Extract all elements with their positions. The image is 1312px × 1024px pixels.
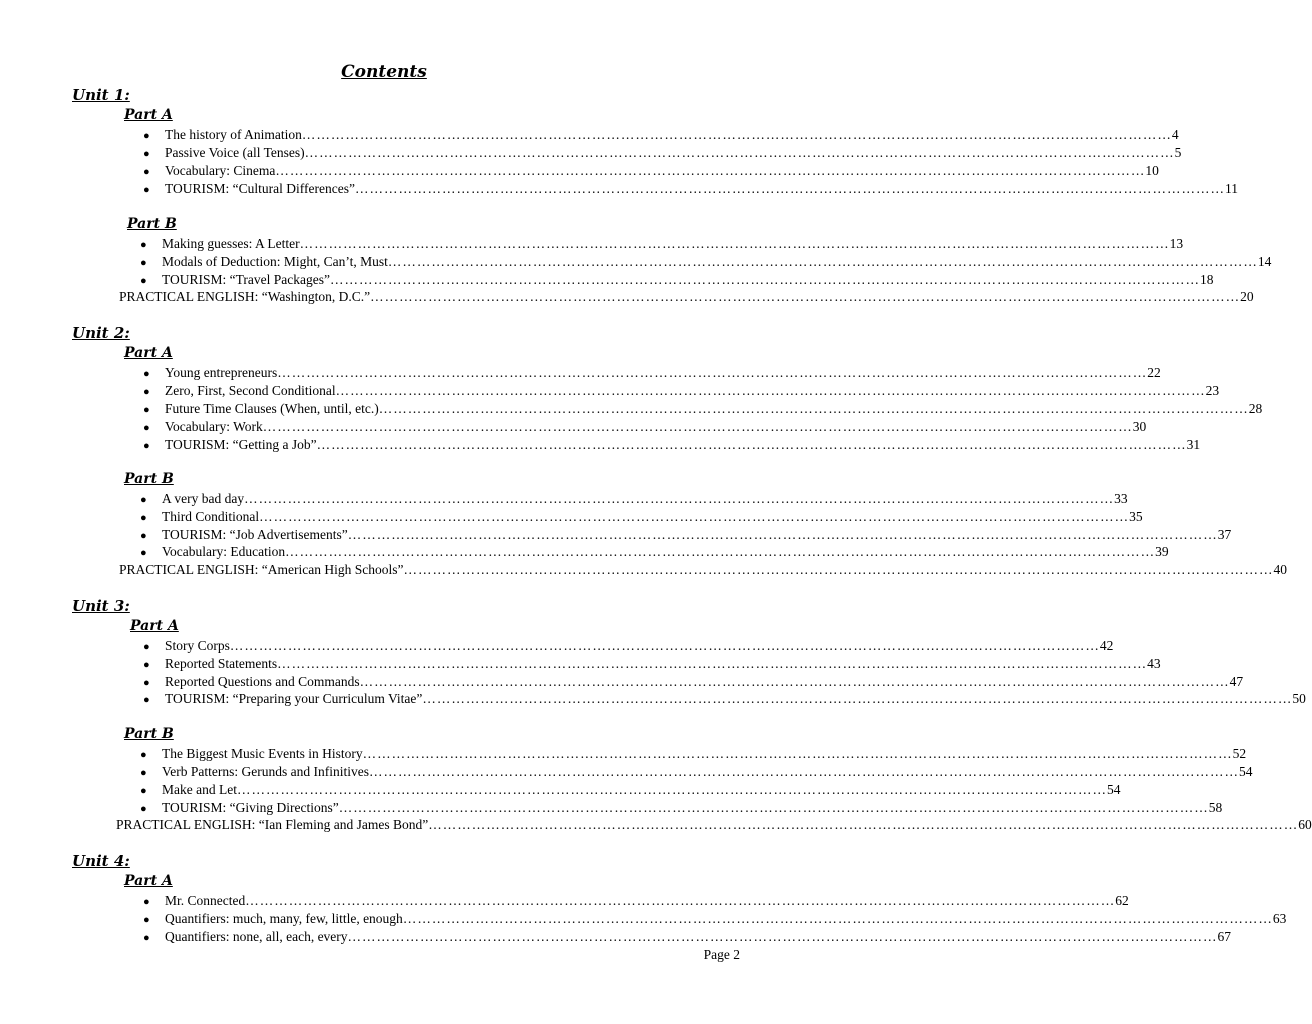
- bullet: ●: [140, 530, 147, 542]
- dot-leader: ………………………………………………………………………………………………………………………………………………………………: [338, 800, 1209, 815]
- entry-title: TOURISM: “Job Advertisements”: [162, 527, 348, 542]
- toc-entry[interactable]: [140, 763, 1253, 781]
- dot-leader: ………………………………………………………………………………………………………………………………………………………………: [422, 691, 1293, 706]
- unit-4-heading: Unit 4:: [72, 852, 130, 870]
- dot-leader: ………………………………………………………………………………………………………………………………………………………………: [245, 893, 1116, 908]
- entry-title: Third Conditional: [162, 509, 260, 524]
- entry-page: 52: [1232, 746, 1247, 761]
- entry-page: 33: [1114, 491, 1128, 506]
- toc-entry[interactable]: [143, 655, 1161, 673]
- entry-page: 50: [1292, 691, 1306, 706]
- bullet: ●: [143, 148, 150, 160]
- bullet: ●: [140, 494, 147, 506]
- bullet: ●: [143, 659, 150, 671]
- entry-page: 13: [1169, 236, 1184, 251]
- bullet: ●: [140, 512, 147, 524]
- unit-2-part-a-heading: Part A: [124, 345, 173, 361]
- bullet: ●: [143, 422, 150, 434]
- entry-title: Zero, First, Second Conditional: [165, 383, 336, 398]
- entry-title: Vocabulary: Cinema: [165, 163, 276, 178]
- entry-title: TOURISM: “Cultural Differences”: [165, 181, 355, 196]
- toc-entry[interactable]: [143, 364, 1161, 382]
- entry-page: 10: [1145, 163, 1159, 178]
- unit-3-part-b-heading: Part B: [124, 726, 174, 742]
- entry-title: Making guesses: A Letter: [162, 236, 300, 251]
- bullet: ●: [143, 130, 150, 142]
- entry-page: 67: [1217, 929, 1232, 944]
- toc-entry[interactable]: [140, 508, 1143, 526]
- dot-leader: ………………………………………………………………………………………………………………………………………………………………: [370, 289, 1241, 304]
- bullet: ●: [143, 914, 150, 926]
- bullet: ●: [140, 275, 147, 287]
- entry-page: 14: [1257, 254, 1272, 269]
- page-number: Page 2: [703, 947, 740, 962]
- bullet: ●: [143, 694, 150, 706]
- toc-entry[interactable]: [143, 400, 1263, 418]
- bullet: ●: [143, 404, 150, 416]
- unit-3-part-a-heading: Part A: [130, 618, 179, 634]
- toc-entry[interactable]: [140, 490, 1128, 508]
- dot-leader: ………………………………………………………………………………………………………………………………………………………………: [316, 437, 1187, 452]
- bullet: ●: [143, 368, 150, 380]
- entry-page: 40: [1273, 562, 1287, 577]
- unit-1-part-b-heading: Part B: [127, 216, 177, 232]
- entry-page: 11: [1224, 181, 1238, 196]
- bullet: ●: [140, 749, 147, 761]
- dot-leader: ………………………………………………………………………………………………………………………………………………………………: [378, 401, 1249, 416]
- dot-leader: ………………………………………………………………………………………………………………………………………………………………: [304, 145, 1175, 160]
- bullet: ●: [143, 932, 150, 944]
- toc-entry[interactable]: [143, 892, 1129, 910]
- entry-page: 28: [1248, 401, 1263, 416]
- entry-title: The Biggest Music Events in History: [162, 746, 363, 761]
- entry-page: 47: [1229, 674, 1244, 689]
- entry-page: 54: [1238, 764, 1253, 779]
- dot-leader: ………………………………………………………………………………………………………………………………………………………………: [403, 562, 1274, 577]
- toc-entry[interactable]: [140, 271, 1214, 289]
- unit-1-part-a-heading: Part A: [124, 107, 173, 123]
- entry-page: 20: [1240, 289, 1254, 304]
- unit-4-part-a-heading: Part A: [124, 873, 173, 889]
- toc-entry[interactable]: [143, 910, 1287, 928]
- dot-leader: ………………………………………………………………………………………………………………………………………………………………: [402, 911, 1273, 926]
- toc-entry[interactable]: [143, 690, 1306, 708]
- dot-leader: ………………………………………………………………………………………………………………………………………………………………: [299, 236, 1170, 251]
- entry-page: 4: [1171, 127, 1179, 142]
- entry-title: Mr. Connected: [165, 893, 246, 908]
- dot-leader: ………………………………………………………………………………………………………………………………………………………………: [362, 746, 1233, 761]
- entry-title: Passive Voice (all Tenses): [165, 145, 305, 160]
- toc-entry[interactable]: [140, 745, 1247, 763]
- entry-page: 62: [1115, 893, 1129, 908]
- entry-page: 54: [1106, 782, 1121, 797]
- entry-title: PRACTICAL ENGLISH: “Ian Fleming and James Bond”: [116, 817, 429, 832]
- dot-leader: ………………………………………………………………………………………………………………………………………………………………: [347, 527, 1218, 542]
- toc-entry[interactable]: [143, 436, 1201, 454]
- dot-leader: ………………………………………………………………………………………………………………………………………………………………: [236, 782, 1107, 797]
- dot-leader: ………………………………………………………………………………………………………………………………………………………………: [277, 656, 1148, 671]
- bullet: ●: [143, 677, 150, 689]
- entry-title: Modals of Deduction: Might, Can’t, Must: [162, 254, 388, 269]
- bullet: ●: [140, 767, 147, 779]
- entry-page: 18: [1199, 272, 1214, 287]
- bullet: ●: [140, 547, 147, 559]
- dot-leader: ………………………………………………………………………………………………………………………………………………………………: [275, 163, 1146, 178]
- bullet: ●: [143, 641, 150, 653]
- entry-page: 58: [1208, 800, 1223, 815]
- entry-page: 23: [1205, 383, 1220, 398]
- toc-entry[interactable]: [143, 673, 1244, 691]
- toc-entry[interactable]: [143, 418, 1147, 436]
- entry-page: 42: [1099, 638, 1114, 653]
- dot-leader: ………………………………………………………………………………………………………………………………………………………………: [335, 383, 1206, 398]
- dot-leader: ………………………………………………………………………………………………………………………………………………………………: [277, 365, 1148, 380]
- bullet: ●: [143, 166, 150, 178]
- toc-entry[interactable]: [140, 235, 1184, 253]
- entry-page: 5: [1174, 145, 1182, 160]
- entry-title: Verb Patterns: Gerunds and Infinitives: [162, 764, 369, 779]
- unit-1-heading: Unit 1:: [72, 86, 130, 104]
- bullet: ●: [140, 785, 147, 797]
- toc-entry[interactable]: [140, 526, 1232, 544]
- entry-title: Future Time Clauses (When, until, etc.): [165, 401, 379, 416]
- dot-leader: ………………………………………………………………………………………………………………………………………………………………: [229, 638, 1100, 653]
- dot-leader: ………………………………………………………………………………………………………………………………………………………………: [285, 544, 1156, 559]
- entry-title: PRACTICAL ENGLISH: “American High Schools”: [119, 562, 404, 577]
- entry-title: TOURISM: “Preparing your Curriculum Vitae”: [165, 691, 423, 706]
- unit-2-part-b-heading: Part B: [124, 471, 174, 487]
- entry-title: A very bad day: [162, 491, 245, 506]
- dot-leader: ………………………………………………………………………………………………………………………………………………………………: [259, 509, 1130, 524]
- entry-page: 30: [1132, 419, 1147, 434]
- entry-title: Reported Statements: [165, 656, 278, 671]
- dot-leader: ………………………………………………………………………………………………………………………………………………………………: [347, 929, 1218, 944]
- entry-page: 60: [1298, 817, 1312, 832]
- entry-page: 63: [1272, 911, 1287, 926]
- dot-leader: ………………………………………………………………………………………………………………………………………………………………: [354, 181, 1225, 196]
- bullet: ●: [140, 239, 147, 251]
- entry-title: Vocabulary: Education: [162, 544, 286, 559]
- entry-title: Make and Let: [162, 782, 237, 797]
- toc-entry[interactable]: [143, 382, 1220, 400]
- unit-3-heading: Unit 3:: [72, 597, 130, 615]
- toc-entry[interactable]: [140, 253, 1272, 271]
- dot-leader: ………………………………………………………………………………………………………………………………………………………………: [359, 674, 1230, 689]
- bullet: ●: [140, 803, 147, 815]
- dot-leader: ………………………………………………………………………………………………………………………………………………………………: [368, 764, 1239, 779]
- entry-title: TOURISM: “Giving Directions”: [162, 800, 339, 815]
- page-title: Contents: [341, 62, 427, 82]
- entry-title: Vocabulary: Work: [165, 419, 263, 434]
- entry-title: TOURISM: “Getting a Job”: [165, 437, 317, 452]
- dot-leader: ………………………………………………………………………………………………………………………………………………………………: [428, 817, 1299, 832]
- entry-page: 39: [1155, 544, 1169, 559]
- practical-english-entry[interactable]: [119, 288, 1254, 306]
- bullet: ●: [143, 386, 150, 398]
- bullet: ●: [143, 184, 150, 196]
- entry-page: 31: [1186, 437, 1201, 452]
- bullet: ●: [143, 896, 150, 908]
- toc-entry[interactable]: [140, 781, 1121, 799]
- toc-entry[interactable]: [143, 144, 1182, 162]
- entry-page: 22: [1147, 365, 1161, 380]
- toc-entry[interactable]: [143, 928, 1232, 946]
- toc-entry[interactable]: [140, 799, 1223, 817]
- unit-2-heading: Unit 2:: [72, 324, 130, 342]
- practical-english-entry[interactable]: [116, 816, 1312, 834]
- entry-title: Quantifiers: much, many, few, little, enough: [165, 911, 403, 926]
- bullet: ●: [143, 440, 150, 452]
- entry-page: 37: [1217, 527, 1232, 542]
- toc-entry[interactable]: [143, 180, 1238, 198]
- dot-leader: ………………………………………………………………………………………………………………………………………………………………: [329, 272, 1200, 287]
- entry-page: 35: [1129, 509, 1143, 524]
- dot-leader: ………………………………………………………………………………………………………………………………………………………………: [301, 127, 1172, 142]
- toc-entry[interactable]: [140, 543, 1169, 561]
- entry-title: Young entrepreneurs: [165, 365, 278, 380]
- toc-entry[interactable]: [143, 162, 1159, 180]
- bullet: ●: [140, 257, 147, 269]
- dot-leader: ………………………………………………………………………………………………………………………………………………………………: [387, 254, 1258, 269]
- practical-english-entry[interactable]: [119, 561, 1287, 579]
- entry-title: TOURISM: “Travel Packages”: [162, 272, 330, 287]
- toc-entry[interactable]: [143, 637, 1114, 655]
- dot-leader: ………………………………………………………………………………………………………………………………………………………………: [244, 491, 1115, 506]
- entry-title: Reported Questions and Commands: [165, 674, 360, 689]
- entry-title: Quantifiers: none, all, each, every: [165, 929, 348, 944]
- dot-leader: ………………………………………………………………………………………………………………………………………………………………: [262, 419, 1133, 434]
- entry-title: PRACTICAL ENGLISH: “Washington, D.C.”: [119, 289, 371, 304]
- toc-entry[interactable]: [143, 126, 1179, 144]
- entry-title: The history of Animation: [165, 127, 302, 142]
- entry-page: 43: [1147, 656, 1161, 671]
- entry-title: Story Corps: [165, 638, 230, 653]
